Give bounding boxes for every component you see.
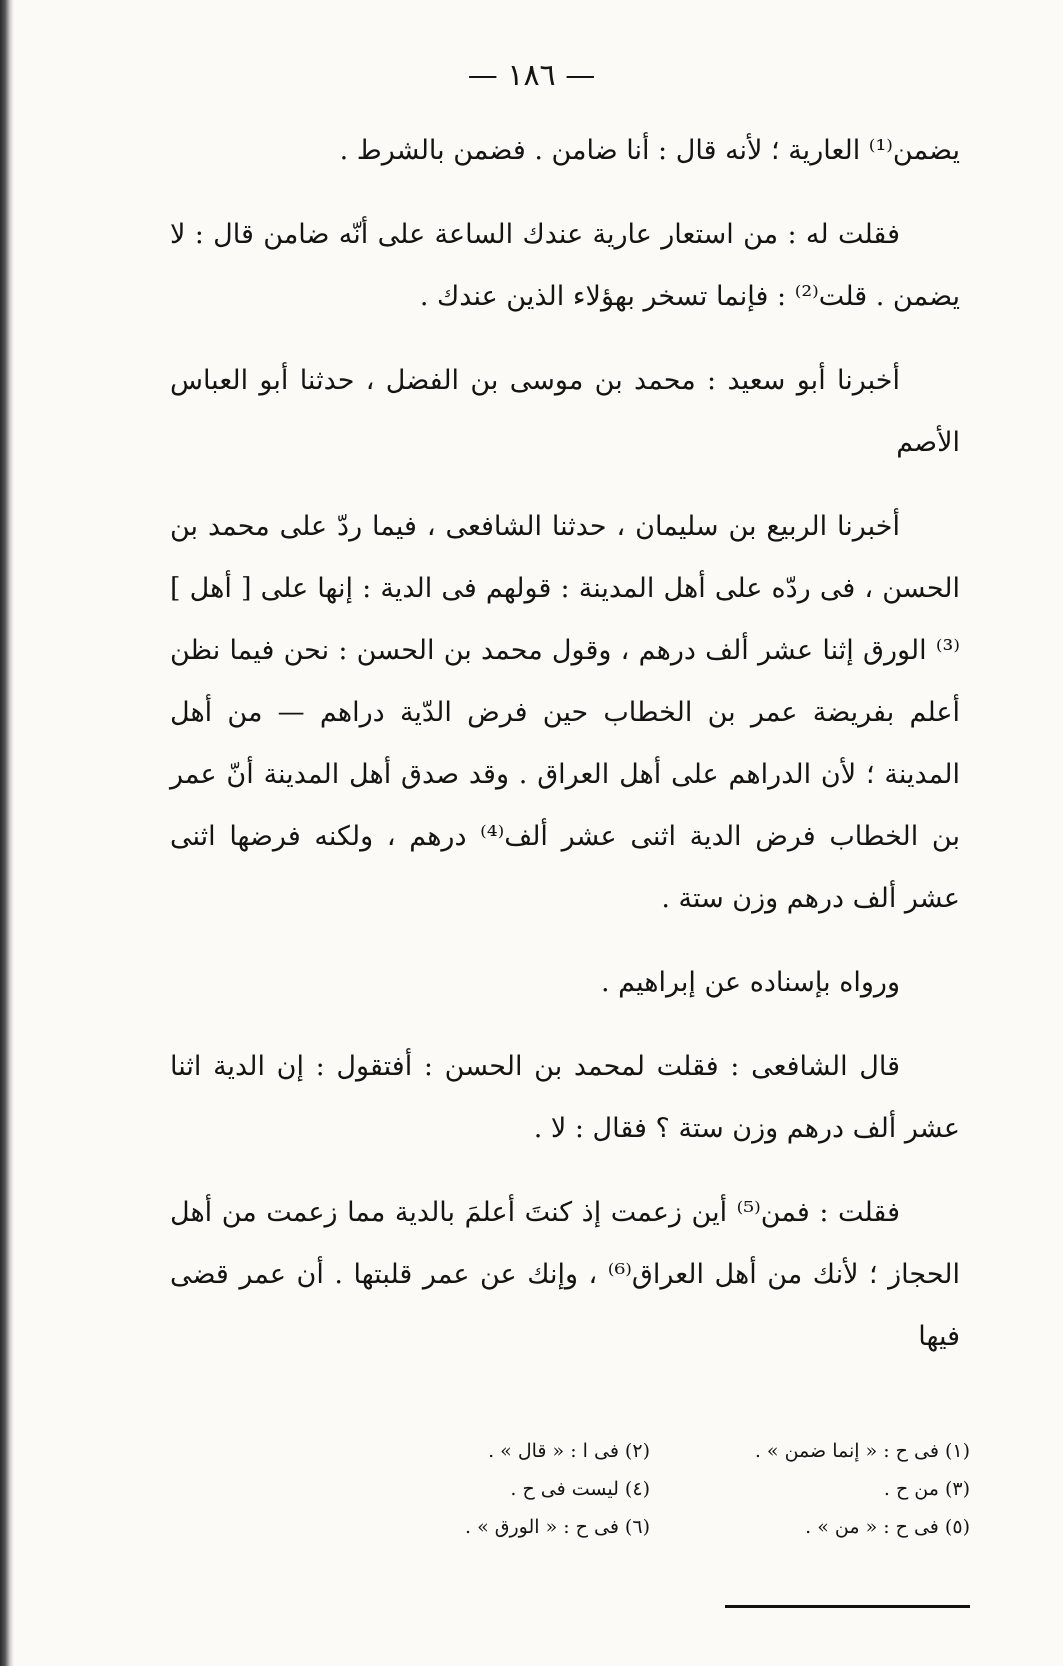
paragraph: فقلت : فمن⁽⁵⁾ أين زعمت إذ كنتَ أعلمَ بالدية مما زعمت من أهل الحجاز ؛ لأنك من أهل العراق⁽⁶⁾ ، وإنك عن عمر قلبتها . أن عمر قضى فيها xyxy=(170,1197,960,1352)
paragraph: يضمن⁽¹⁾ العارية ؛ لأنه قال : أنا ضامن . فضمن بالشرط . xyxy=(339,135,960,166)
main-text xyxy=(170,120,960,1390)
paragraph: فقلت له : من استعار عارية عندك الساعة على أنّه ضامن قال : لا يضمن . قلت⁽²⁾ : فإنما تسخر بهؤلاء الذين عندك . xyxy=(170,219,960,312)
paragraph: قال الشافعى : فقلت لمحمد بن الحسن : أفتقول : إن الدية اثنا عشر ألف درهم وزن ستة ؟ فقال : لا . xyxy=(170,1051,960,1144)
paragraph: أخبرنا أبو سعيد : محمد بن موسى بن الفضل ، حدثنا أبو العباس الأصم xyxy=(170,365,960,458)
footnotes xyxy=(370,1432,970,1546)
footnote: (٢) فى ا : « قال » . xyxy=(488,1440,650,1462)
page-binding-edge xyxy=(0,0,14,1666)
footnote: (٦) فى ح : « الورق » . xyxy=(464,1516,650,1538)
footnote: (٣) من ح . xyxy=(883,1478,970,1500)
paragraph: أخبرنا الربيع بن سليمان ، حدثنا الشافعى ، فيما ردّ على محمد بن الحسن ، فى ردّه على أهل المدينة : قولهم فى الدية : إنها على [ أهل ]⁽³⁾ الورق إثنا عشر ألف درهم ، وقول محمد بن الحسن : نحن فيما نظن أعلم بفريضة عمر بن الخطاب حين فرض الدّية دراهم — من أهل المدينة ؛ لأن الدراهم على أهل العراق . وقد صدق أهل المدينة أنّ عمر بن الخطاب فرض الدية اثنى عشر ألف⁽⁴⁾ درهم ، ولكنه فرضها اثنى عشر ألف درهم وزن ستة . xyxy=(170,511,960,914)
page-number: — ١٨٦ — xyxy=(467,58,596,93)
footnote-separator xyxy=(725,1605,970,1608)
footnote: (٤) ليست فى ح . xyxy=(510,1478,650,1500)
paragraph: ورواه بإسناده عن إبراهيم . xyxy=(600,967,900,998)
footnote: (٥) فى ح : « من » . xyxy=(805,1516,970,1538)
footnote: (١) فى ح : « إنما ضمن » . xyxy=(754,1440,970,1462)
